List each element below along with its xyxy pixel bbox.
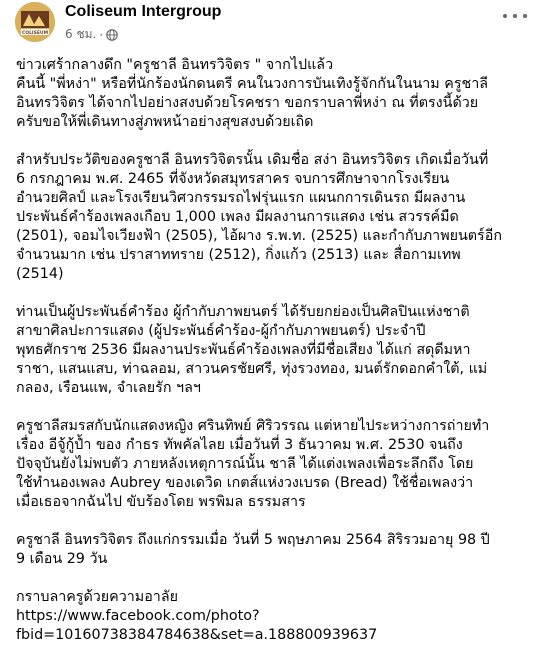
- coliseum-logo-icon: [15, 2, 55, 42]
- more-dot-icon: [503, 14, 507, 18]
- post-body: [16, 56, 526, 645]
- post-paragraph-marriage: ครูชาลีสมรสกับนักแสดงหญิง ศรินทิพย์ ศิริวรรณ แต่หายไประหว่างการถ่ายทำ เรื่อง อีจู้กู้ป้ำ ของ กำธร ทัพคัลไลย เมื่อวันที่ 3 ธันวาคม พ.ศ. 2530 จนถึง ปัจจุบันยังไม่พบตัว ภายหลังเหตุการณ์นั้น ชาลี ได้แต่งเพลงเพื่อระลึกถึง โดย ใช้ทำนองเพลง Aubrey ของเดวิด เกตส์แห่งวงเบรด (Bread) ใช้ชื่อเพลงว่า เมื่อเธอจากฉันไป ขับร้องโดย พรพิมล ธรรมสาร: [16, 418, 490, 510]
- post-paragraph-biography: สำหรับประวัติของครูชาลี อินทรวิจิตรนั้น เดิมชื่อ สง่า อินทรวิจิตร เกิดเมื่อวันที่ 6 กรกฎาคม พ.ศ. 2465 ที่จังหวัดสมุทรสาคร จบการศึกษาจากโรงเรียน อำนวยศิลป์ และโรงเรียนวิศวกรรมรถไฟรุ่นแรก แผนกการเดินรถ มีผลงาน ประพันธ์คำร้องเพลงเกือบ 1,000 เพลง มีผลงานการแสดง เช่น สวรรค์มืด (2501), จอมไจเวียงฟ้า (2505), ไอ้ผาง ร.พ.ท. (2525) และกำกับภาพยนตร์อีก จำนวนมาก เช่น ปราสาททราย (2512), กิ่งแก้ว (2513) และ สื่อกามเทพ (2514): [16, 152, 502, 282]
- post-link-line1[interactable]: https://www.facebook.com/photo?: [16, 608, 260, 624]
- post-link-line2[interactable]: fbid=10160738384784638&set=a.188800939637: [16, 627, 378, 643]
- post-link[interactable]: [16, 608, 377, 643]
- post-meta: [65, 25, 118, 44]
- logo-text: COLISEUM: [21, 31, 49, 36]
- globe-icon[interactable]: [106, 29, 118, 41]
- post-paragraph-career: ท่านเป็นผู้ประพันธ์คำร้อง ผู้กำกับภาพยนตร์ ได้รับยกย่องเป็นศิลปินแห่งชาติ สาขาศิลปะการแสดง (ผู้ประพันธ์คำร้อง-ผู้กำกับภาพยนตร์) ประจำปี พุทธศักราช 2536 มีผลงานประพันธ์คำร้องเพลงที่มีชื่อเสียง ได้แก่ สดุดีมหา ราชา, แสนแสบ, ท่าฉลอม, สาวนครชัยศรี, ทุ่งรวงทอง, มนต์รักดอกคำใต้, แม่ กลอง, เรือนแพ, จำเลยรัก ฯลฯ: [16, 304, 488, 396]
- more-dot-icon: [523, 14, 527, 18]
- more-dot-icon: [513, 14, 517, 18]
- farewell-text: กราบลาครูด้วยความอาลัย: [16, 589, 178, 605]
- page-name[interactable]: Coliseum Intergroup: [65, 3, 222, 20]
- post-time[interactable]: 6 ชม.: [65, 27, 97, 41]
- page-avatar[interactable]: [15, 2, 55, 42]
- more-options-button[interactable]: [503, 8, 527, 24]
- post-header: [0, 0, 539, 44]
- meta-separator: ·: [99, 27, 104, 42]
- post-paragraph-intro: ข่าวเศร้ากลางดึก "ครูชาลี อินทรวิจิตร " จากไปแล้ว คืนนี้ "พี่หง่า" หรือที่นักร้องนักดนตรี คนในวงการบันเทิงรู้จักกันในนาม ครูชาลี อินทรวิจิตร ได้จากไปอย่างสงบด้วยโรคชรา ขอกราบลาพี่หง่า ณ ที่ตรงนี้ด้วย ครับขอให้พี่เดินทางสู่ภพหน้าอย่างสุขสงบด้วยเถิด: [16, 57, 488, 130]
- post-paragraph-farewell: [16, 588, 526, 645]
- post-paragraph-death: ครูชาลี อินทรวิจิตร ถึงแก่กรรมเมื่อ วันที่ 5 พฤษภาคม 2564 สิริรวมอายุ 98 ปี 9 เดือน 29 วัน: [16, 532, 490, 567]
